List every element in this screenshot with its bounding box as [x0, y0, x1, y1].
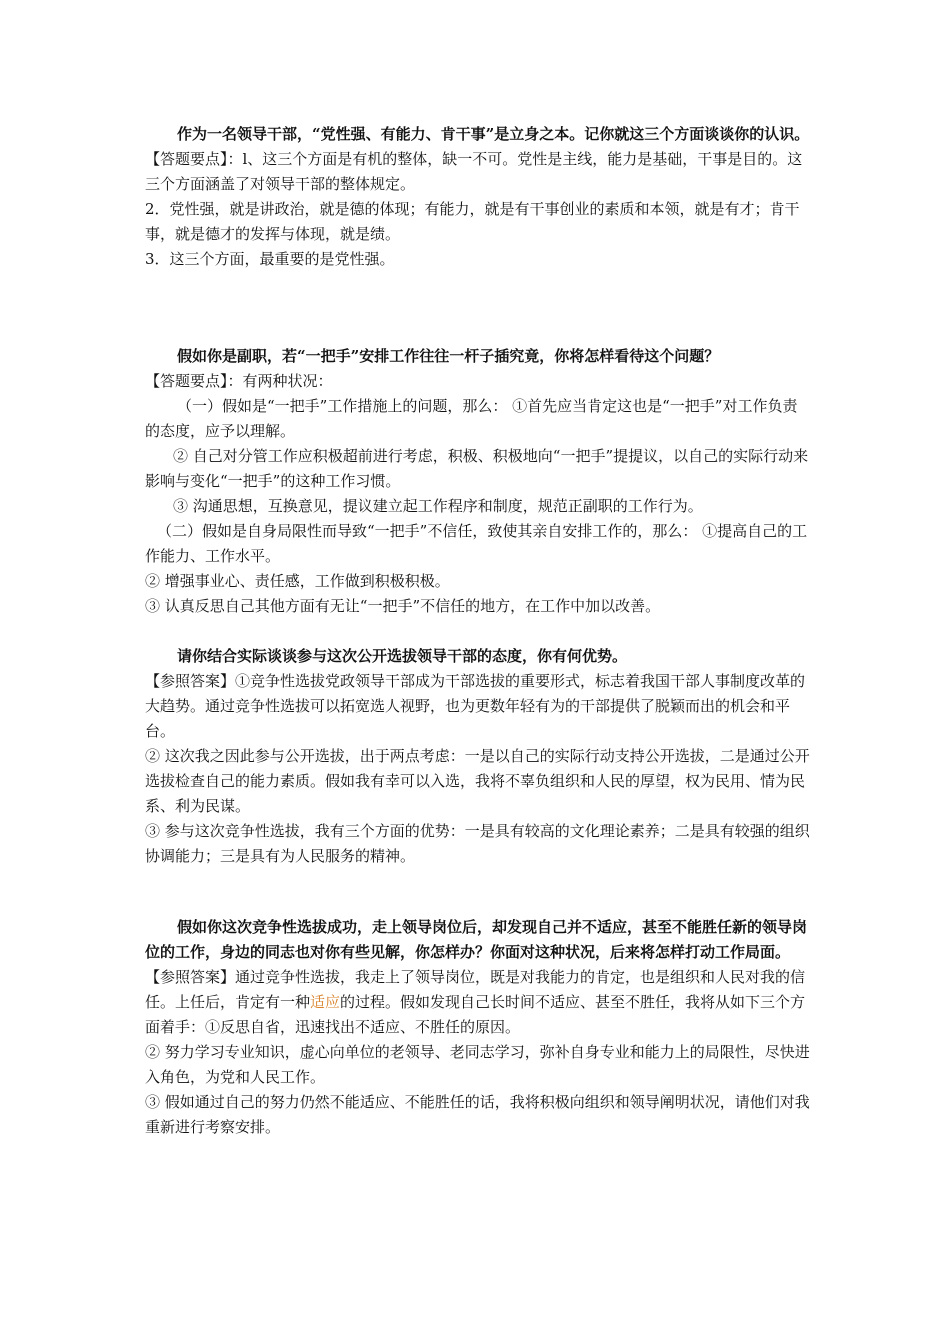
answer-2-line-4: ③ 沟通思想，互换意见，提议建立起工作程序和制度，规范正副职的工作行为。 [173, 497, 703, 515]
document-page [145, 122, 810, 1140]
section-2 [145, 344, 810, 619]
question-3: 请你结合实际谈谈参与这次公开选拔领导干部的态度，你有何优势。 [177, 647, 628, 665]
answer-4-text-pre: 【参照答案】通过竞争性选拔，我走上了领导岗位，既是对我能力的肯定，也是组织和人民对我的信任。上任后，肯定有一种 [145, 968, 806, 1011]
answer-2-line-5: （二）假如是自身局限性而导致“一把手”不信任，致使其亲自安排工作的，那么： ①提高自己的工作能力、工作水平。 [145, 522, 808, 565]
answer-1-line-1: 【答题要点】：l、这三个方面是有机的整体，缺一不可。党性是主线，能力是基础，干事是目的。这三个方面涵盖了对领导干部的整体规定。 [145, 150, 803, 193]
answer-1-line-2: 2．党性强，就是讲政治，就是德的体现；有能力，就是有干事创业的素质和本领，就是有才；肯干事，就是德才的发挥与体现，就是绩。 [145, 200, 800, 243]
answer-2-line-1: 【答题要点】：有两种状况： [145, 372, 333, 390]
answer-4-line-3: ③ 假如通过自己的努力仍然不能适应、不能胜任的话，我将积极向组织和领导阐明状况，请他们对我重新进行考察安排。 [145, 1093, 810, 1136]
spacer [145, 619, 810, 644]
question-4: 假如你这次竞争性选拔成功，走上领导岗位后，却发现自己并不适应，甚至不能胜任新的领导岗位的工作，身边的同志也对你有些见解，你怎样办？你面对这种状况，后来将怎样打动工作局面。 [145, 918, 808, 961]
question-1: 作为一名领导干部，“党性强、有能力、肯干事”是立身之本。记你就这三个方面谈谈你的认识。 [177, 125, 810, 143]
section-1 [145, 122, 810, 272]
section-3 [145, 644, 810, 869]
question-2: 假如你是副职，若“一把手”安排工作往往一杆子插究竟，你将怎样看待这个问题？ [177, 347, 720, 365]
answer-3-line-2: ② 这次我之因此参与公开选拔，出于两点考虑：一是以自己的实际行动支持公开选拔，二是通过公开选拔检查自己的能力素质。假如我有幸可以入选，我将不辜负组织和人民的厚望，权为民用、情为民系、利为民谋。 [145, 747, 810, 815]
spacer [145, 272, 810, 344]
answer-2-line-6: ② 增强事业心、责任感，工作做到积极积极。 [145, 572, 450, 590]
answer-3-line-3: ③ 参与这次竞争性选拔，我有三个方面的优势：一是具有较高的文化理论素养；二是具有较强的组织协调能力；三是具有为人民服务的精神。 [145, 822, 810, 865]
answer-2-line-2: （一）假如是“一把手”工作措施上的问题，那么： ①首先应当肯定这也是“一把手”对工作负责的态度，应予以理解。 [145, 397, 798, 440]
answer-4-text-post: 的过程。假如发现自己长时间不适应、甚至不胜任，我将从如下三个方面着手：①反思自省，迅速找出不适应、不胜任的原因。 [145, 993, 806, 1036]
answer-1-line-3: 3．这三个方面，最重要的是党性强。 [145, 250, 395, 268]
answer-2-line-7: ③ 认真反思自己其他方面有无让“一把手”不信任的地方，在工作中加以改善。 [145, 597, 661, 615]
answer-4-line-2: ② 努力学习专业知识，虚心向单位的老领导、老同志学习，弥补自身专业和能力上的局限性，尽快进入角色，为党和人民工作。 [145, 1043, 810, 1086]
spacer [145, 869, 810, 915]
answer-4-line-1 [145, 965, 810, 1040]
answer-4-link[interactable]: 适应 [310, 993, 341, 1011]
answer-2-line-3: ② 自己对分管工作应积极超前进行考虑，积极、积极地向“一把手”提提议，以自己的实际行动来影响与变化“一把手”的这种工作习惯。 [145, 447, 809, 490]
answer-3-line-1: 【参照答案】①竞争性选拔党政领导干部成为干部选拔的重要形式，标志着我国干部人事制度改革的大趋势。通过竞争性选拔可以拓宽选人视野，也为更数年轻有为的干部提供了脱颖而出的机会和平台。 [145, 672, 806, 740]
section-4 [145, 915, 810, 1140]
